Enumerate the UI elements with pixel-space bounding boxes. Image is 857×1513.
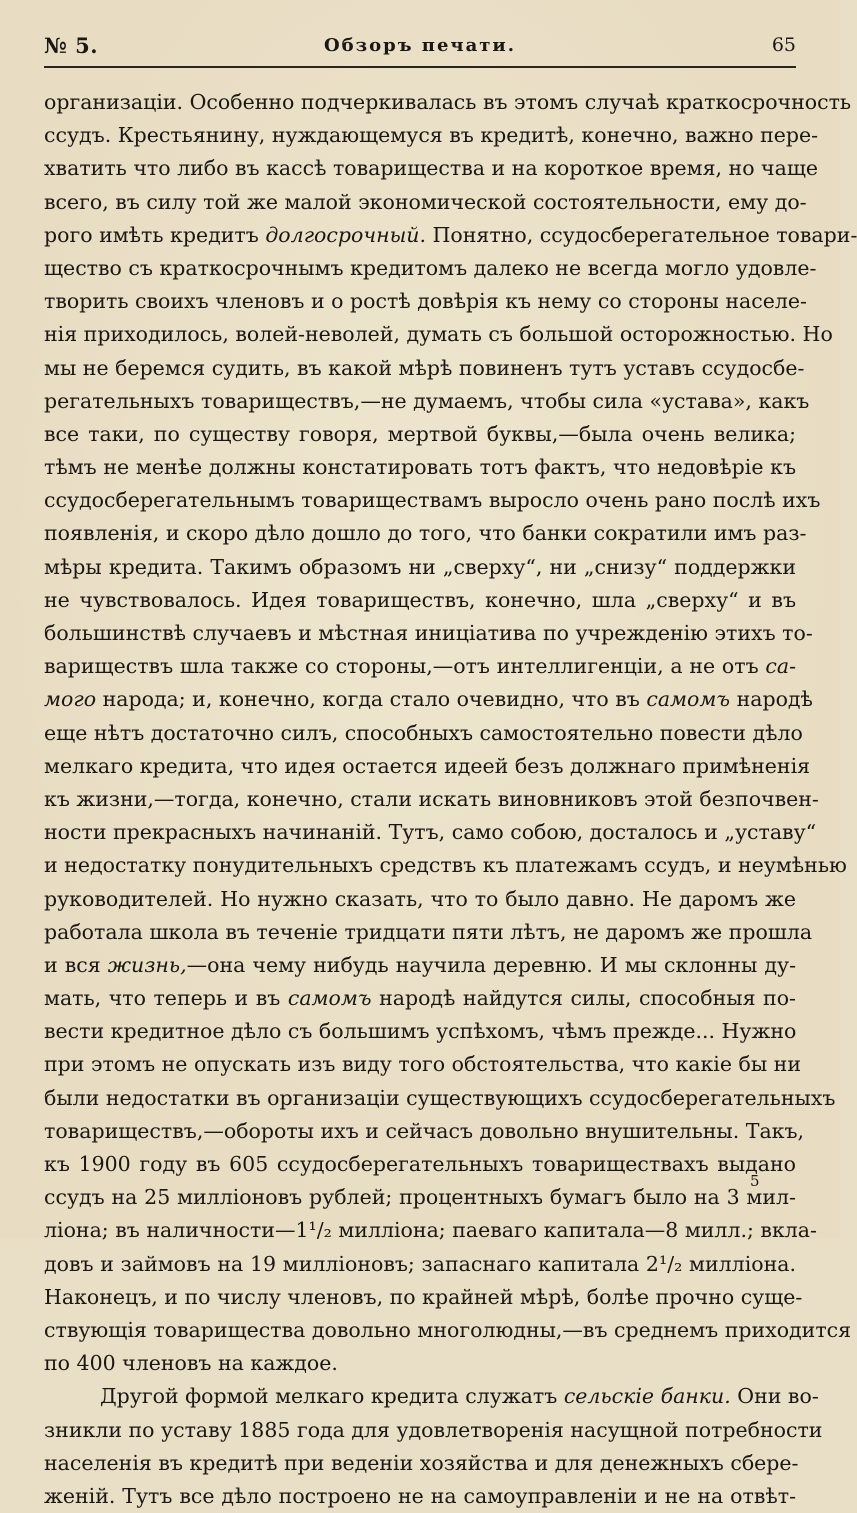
- text-run: по 400 членовъ на каждое.: [44, 1351, 338, 1376]
- text-run: и недостатку понудительныхъ средствъ къ платежамъ ссудъ, и неумѣнью: [44, 853, 847, 878]
- text-run: мелкаго кредита, что идея остается идеей безъ должнаго примѣненія: [44, 753, 811, 778]
- text-run: населенія въ кредитѣ при веденіи хозяйства и для денежныхъ сбере-: [44, 1450, 799, 1475]
- text-run: нія приходилось, волей-неволей, думать съ большой осторожностью. Но: [44, 322, 833, 347]
- text-line: [44, 783, 819, 816]
- running-title: Обзоръ печати.: [323, 35, 517, 56]
- text-run: Наконецъ, и по числу членовъ, по крайней мѣрѣ, болѣе прочно суще-: [44, 1284, 803, 1309]
- text-run: всего, въ силу той же малой экономической состоятельности, ему до-: [44, 189, 807, 214]
- text-run: народа; и, конечно, когда стало очевидно, что въ: [96, 687, 647, 712]
- text-line: [44, 1414, 823, 1447]
- text-run: ссудъ на 25 милліоновъ рублей; процентныхъ бумагъ было на 3 мил-: [44, 1185, 796, 1210]
- signature-mark: 5: [750, 1172, 760, 1190]
- text-run: ссудосберегательнымъ товариществамъ выросло очень рано послѣ ихъ: [44, 488, 821, 513]
- text-line: [44, 285, 807, 318]
- italic-text: долгосрочный.: [265, 222, 427, 247]
- text-run: —она чему нибудь научила деревню. И мы склонны ду-: [186, 952, 796, 977]
- text-line: [44, 352, 805, 385]
- text-run: вариществъ шла также со стороны,—отъ интеллигенціи, а не отъ: [44, 654, 766, 679]
- text-line: [44, 1380, 819, 1413]
- text-run: хватить что либо въ кассѣ товарищества и на короткое время, но чаще: [44, 156, 819, 181]
- text-line: [44, 1347, 796, 1380]
- text-run: вести кредитное дѣло съ большимъ успѣхомъ, чѣмъ прежде... Нужно: [44, 1019, 797, 1044]
- text-line: [44, 1281, 803, 1314]
- text-run: руководителей. Но нужно сказать, что то было давно. Не даромъ же: [44, 886, 796, 911]
- text-line: [44, 750, 811, 783]
- article-body: [44, 86, 857, 1513]
- text-line: [44, 186, 807, 219]
- text-run: мы не беремся судить, въ какой мѣрѣ повиненъ тутъ уставъ ссудосбе-: [44, 355, 805, 380]
- italic-text: самомъ: [287, 986, 372, 1011]
- text-run: народѣ найдутся силы, способныя по-: [371, 986, 796, 1011]
- text-run: ствующія товарищества довольно многолюдны,—въ среднемъ приходится: [44, 1317, 852, 1342]
- running-header: [44, 30, 796, 60]
- text-line: [44, 1480, 796, 1513]
- text-line: [44, 1214, 817, 1247]
- text-run: Они во-: [730, 1384, 819, 1409]
- text-run: появленія, и скоро дѣло дошло до того, что банки сократили имъ раз-: [44, 521, 807, 546]
- text-run: не чувствовалось. Идея товариществъ, конечно, шла „сверху“ и въ: [44, 587, 796, 612]
- text-line: [44, 1248, 796, 1281]
- text-line: [44, 551, 796, 584]
- text-line: [44, 1148, 796, 1181]
- text-line: [44, 717, 803, 750]
- text-line: [44, 617, 813, 650]
- text-run: ссудъ. Крестьянину, нуждающемуся въ кредитѣ, конечно, важно пере-: [44, 123, 819, 148]
- text-line: [44, 1181, 796, 1214]
- text-line: [44, 949, 796, 982]
- text-line: [44, 1447, 799, 1480]
- text-run: и вся: [44, 952, 108, 977]
- text-run: народѣ: [730, 687, 813, 712]
- text-run: регательныхъ товариществъ,—не думаемъ, чтобы сила «устава», какъ: [44, 388, 810, 413]
- text-line: [44, 584, 796, 617]
- text-line: [44, 252, 817, 285]
- header-rule: [44, 66, 796, 68]
- text-run: довъ и займовъ на 19 милліоновъ; запаснаго капитала 2¹/₂ милліона.: [44, 1251, 796, 1276]
- issue-number: № 5.: [44, 33, 99, 58]
- text-run: къ 1900 году въ 605 ссудосберегательныхъ товариществахъ выдано: [44, 1152, 796, 1176]
- text-run: Другой формой мелкаго кредита служатъ: [100, 1384, 564, 1409]
- text-run: ліона; въ наличности—1¹/₂ милліона; паеваго капитала—8 милл.; вкла-: [44, 1218, 817, 1243]
- text-run: большинствѣ случаевъ и мѣстная иниціатива по учрежденію этихъ то-: [44, 621, 813, 645]
- text-line: [44, 385, 810, 418]
- text-line: [44, 86, 852, 119]
- italic-text: мого: [44, 687, 97, 712]
- text-run: были недостатки въ организаціи существующихъ ссудосберегательныхъ: [44, 1085, 836, 1110]
- text-run: Понятно, ссудосберегательное товари-: [426, 222, 857, 247]
- text-line: [44, 883, 796, 916]
- text-run: тѣмъ не менѣе должны констатировать тотъ фактъ, что недовѣріе къ: [44, 455, 796, 480]
- text-line: [44, 849, 847, 882]
- text-run: товариществъ,—обороты ихъ и сейчасъ довольно внушительны. Такъ,: [44, 1118, 805, 1143]
- page-number: 65: [771, 34, 796, 56]
- text-line: [44, 119, 819, 152]
- text-line: [44, 683, 813, 716]
- text-line: [44, 1115, 805, 1148]
- text-line: [44, 152, 819, 185]
- text-line: [44, 418, 796, 451]
- text-run: щество съ краткосрочнымъ кредитомъ далеко не всегда могло удовле-: [44, 255, 817, 280]
- text-run: организаціи. Особенно подчеркивалась въ этомъ случаѣ краткосрочность: [44, 90, 852, 114]
- text-run: къ жизни,—тогда, конечно, стали искать виновниковъ этой безпочвен-: [44, 786, 819, 811]
- text-line: [44, 1082, 836, 1115]
- italic-text: са-: [765, 654, 796, 679]
- text-line: [44, 318, 833, 351]
- text-line: [44, 1015, 796, 1048]
- text-line: [44, 484, 821, 517]
- text-run: мѣры кредита. Такимъ образомъ ни „сверху“, ни „снизу“ поддержки: [44, 554, 796, 579]
- text-line: [44, 451, 796, 484]
- text-run: мать, что теперь и въ: [44, 986, 288, 1011]
- text-line: [44, 1314, 852, 1347]
- text-run: рого имѣть кредитъ: [44, 222, 266, 247]
- text-run: еще нѣтъ достаточно силъ, способныхъ самостоятельно повести дѣло: [44, 720, 803, 745]
- italic-text: сельскіе банки.: [563, 1384, 731, 1409]
- text-run: ности прекрасныхъ начинаній. Тутъ, само собою, досталось и „уставу“: [44, 820, 817, 845]
- text-line: [44, 916, 813, 949]
- text-line: [44, 816, 817, 849]
- text-run: при этомъ не опускать изъ виду того обстоятельства, что какіе бы ни: [44, 1052, 801, 1077]
- text-line: [44, 517, 807, 550]
- text-line: [44, 1048, 801, 1081]
- text-line: [44, 650, 796, 683]
- text-run: работала школа въ теченіе тридцати пяти лѣтъ, не даромъ же прошла: [44, 919, 813, 944]
- text-line: [44, 219, 857, 252]
- text-run: зникли по уставу 1885 года для удовлетворенія насущной потребности: [44, 1417, 823, 1442]
- italic-text: жизнь,: [107, 952, 187, 977]
- text-line: [44, 982, 796, 1015]
- text-run: все таки, по существу говоря, мертвой буквы,—была очень велика;: [44, 421, 796, 446]
- text-run: творить своихъ членовъ и о ростѣ довѣрія къ нему со стороны населе-: [44, 289, 807, 314]
- italic-text: самомъ: [646, 687, 731, 712]
- text-run: женій. Тутъ все дѣло построено не на самоуправленіи и не на отвѣт-: [44, 1483, 796, 1508]
